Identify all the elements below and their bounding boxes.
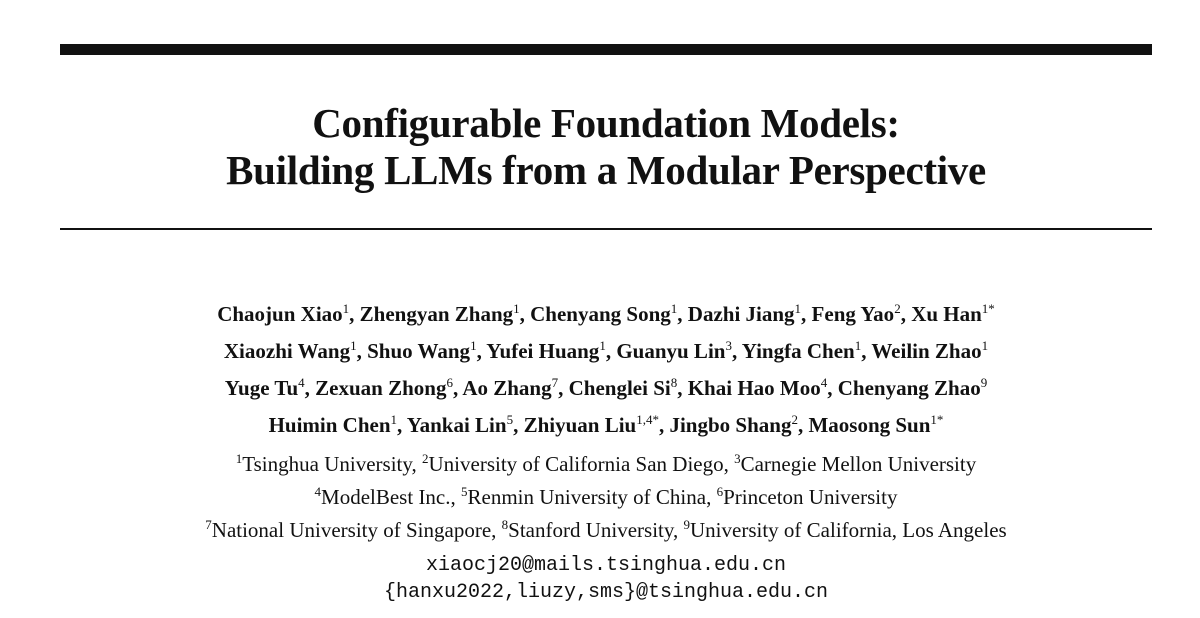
author-separator: , [452,376,463,400]
title-line-1: Configurable Foundation Models: [312,100,900,146]
author-affiliation-marker: 5 [506,412,514,427]
author-separator: , [605,339,617,363]
author-name: Xu Han [911,302,982,326]
author-affiliation-marker: 9 [980,375,988,390]
author-line [60,296,1152,333]
author-separator: , [658,413,670,437]
author-affiliation-marker: 1 [390,412,398,427]
author-name: Chenyang Zhao [837,376,981,400]
affiliation-marker: 2 [422,451,429,466]
affiliation-name: National University of Singapore [211,518,492,542]
author-affiliation-marker: 1 [470,338,477,353]
author-list [60,296,1152,444]
author-affiliation-marker: 1* [930,412,944,427]
author-separator: , [519,302,531,326]
author-name: Guanyu Lin [616,339,726,363]
author-name: Feng Yao [811,302,895,326]
author-separator: , [476,339,487,363]
author-separator: , [827,376,838,400]
author-name: Maosong Sun [808,413,931,437]
author-name: Zhiyuan Liu [523,413,637,437]
author-affiliation-marker: 3 [725,338,732,353]
affiliation-name: Tsinghua University [242,452,412,476]
author-name: Yuge Tu [224,376,299,400]
author-name: Chenglei Si [568,376,671,400]
author-line [60,333,1152,370]
affiliation-marker: 5 [461,484,468,499]
affiliation-separator: , [706,485,717,509]
author-separator: , [513,413,524,437]
author-name: Chaojun Xiao [217,302,343,326]
author-affiliation-marker: 1 [981,338,989,353]
affiliation-separator: , [411,452,422,476]
author-affiliation-marker: 8 [670,375,678,390]
affiliation-line [60,514,1152,547]
author-separator: , [397,413,407,437]
author-separator: , [349,302,360,326]
author-affiliation-marker: 7 [551,375,559,390]
author-name: Khai Hao Moo [687,376,821,400]
title-line-2: Building LLMs from a Modular Perspective [226,147,986,193]
author-name: Yufei Huang [486,339,600,363]
author-separator: , [900,302,912,326]
affiliation-marker: 8 [501,517,509,532]
author-affiliation-marker: 2 [894,301,901,316]
affiliation-marker: 1 [235,451,243,466]
email-block [60,552,1152,606]
email-line-1[interactable]: xiaocj20@mails.tsinghua.edu.cn [425,554,787,577]
paper-title [60,100,1152,194]
affiliation-name: Princeton University [723,485,898,509]
author-affiliation-marker: 2 [791,412,798,427]
affiliation-marker: 9 [683,517,691,532]
affiliation-name: University of California San Diego [428,452,724,476]
author-name: Shuo Wang [367,339,471,363]
author-affiliation-marker: 1 [599,338,606,353]
author-affiliation-marker: 1 [794,301,802,316]
author-line [60,370,1152,407]
author-separator: , [731,339,742,363]
author-affiliation-marker: 1,4* [636,412,659,427]
author-separator: , [558,376,569,400]
author-affiliation-marker: 1 [350,338,357,353]
title-bottom-rule [60,228,1152,230]
author-affiliation-marker: 1 [854,338,862,353]
author-affiliation-marker: 1 [513,301,520,316]
affiliation-list [60,448,1152,547]
author-name: Huimin Chen [268,413,391,437]
author-affiliation-marker: 1 [342,301,350,316]
author-separator: , [677,302,688,326]
author-name: Zhengyan Zhang [359,302,514,326]
affiliation-name: University of California, Los Angeles [690,518,1007,542]
author-name: Yankai Lin [406,413,507,437]
author-separator: , [861,339,872,363]
author-separator: , [797,413,809,437]
author-name: Jingbo Shang [669,413,792,437]
affiliation-marker: 3 [734,451,741,466]
affiliation-separator: , [450,485,462,509]
author-affiliation-marker: 4 [820,375,828,390]
affiliation-name: Carnegie Mellon University [740,452,977,476]
author-name: Dazhi Jiang [687,302,795,326]
author-separator: , [801,302,812,326]
author-name: Chenyang Song [530,302,671,326]
affiliation-marker: 6 [716,484,724,499]
author-separator: , [356,339,368,363]
email-line-2[interactable]: {hanxu2022,liuzy,sms}@tsinghua.edu.cn [383,581,829,604]
affiliation-separator: , [673,518,684,542]
author-name: Zexuan Zhong [315,376,447,400]
author-line [60,407,1152,444]
author-separator: , [304,376,316,400]
author-name: Yingfa Chen [741,339,855,363]
author-name: Ao Zhang [462,376,552,400]
affiliation-separator: , [491,518,502,542]
affiliation-line [60,448,1152,481]
top-rule [60,44,1152,55]
author-separator: , [677,376,688,400]
affiliation-line [60,481,1152,514]
author-affiliation-marker: 4 [298,375,305,390]
author-affiliation-marker: 1* [981,301,995,316]
author-name: Xiaozhi Wang [223,339,351,363]
affiliation-marker: 4 [314,484,322,499]
author-name: Weilin Zhao [871,339,982,363]
author-affiliation-marker: 1 [670,301,678,316]
author-affiliation-marker: 6 [446,375,453,390]
affiliation-name: Stanford University [508,518,674,542]
affiliation-marker: 7 [205,517,212,532]
affiliation-name: Renmin University of China [467,485,707,509]
affiliation-separator: , [723,452,735,476]
affiliation-name: ModelBest Inc. [321,485,451,509]
